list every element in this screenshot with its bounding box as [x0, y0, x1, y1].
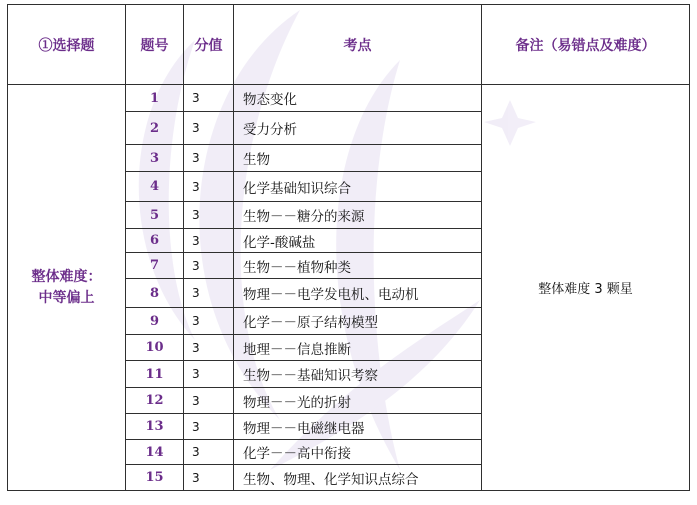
header-section: ①选择题 — [8, 5, 126, 85]
question-number: 3 — [126, 145, 184, 172]
header-note: 备注（易错点及难度） — [482, 5, 690, 85]
difficulty-line1: 整体难度： — [31, 268, 102, 285]
difficulty-cell — [8, 85, 126, 491]
question-score: 3 — [184, 85, 234, 112]
question-topic: 化学－－高中衔接 — [234, 440, 482, 465]
question-number: 13 — [126, 414, 184, 440]
question-number: 10 — [126, 335, 184, 361]
question-score: 3 — [184, 279, 234, 308]
question-topic: 生物、物理、化学知识点综合 — [234, 465, 482, 491]
question-number: 15 — [126, 465, 184, 491]
question-topic: 受力分析 — [234, 112, 482, 145]
question-number: 5 — [126, 202, 184, 229]
question-topic: 地理－－信息推断 — [234, 335, 482, 361]
question-topic: 物理－－电学发电机、电动机 — [234, 279, 482, 308]
question-number: 1 — [126, 85, 184, 112]
header-row — [8, 5, 690, 85]
score-table — [7, 4, 690, 491]
question-topic: 化学基础知识综合 — [234, 172, 482, 202]
note-cell: 整体难度 3 颗星 — [482, 85, 690, 491]
question-score: 3 — [184, 388, 234, 414]
question-topic: 化学-酸碱盐 — [234, 229, 482, 253]
question-score: 3 — [184, 253, 234, 279]
question-number: 7 — [126, 253, 184, 279]
question-topic: 生物－－糖分的来源 — [234, 202, 482, 229]
question-number: 8 — [126, 279, 184, 308]
question-topic: 化学－－原子结构模型 — [234, 308, 482, 335]
question-topic: 物理－－电磁继电器 — [234, 414, 482, 440]
difficulty-line2: 中等偏上 — [38, 289, 95, 306]
question-score: 3 — [184, 335, 234, 361]
question-topic: 生物－－基础知识考察 — [234, 361, 482, 388]
question-number: 4 — [126, 172, 184, 202]
question-topic: 生物－－植物种类 — [234, 253, 482, 279]
header-topic: 考点 — [234, 5, 482, 85]
header-score: 分值 — [184, 5, 234, 85]
question-score: 3 — [184, 308, 234, 335]
table-row — [8, 85, 690, 112]
header-number: 题号 — [126, 5, 184, 85]
question-number: 9 — [126, 308, 184, 335]
question-number: 14 — [126, 440, 184, 465]
question-score: 3 — [184, 202, 234, 229]
question-score: 3 — [184, 440, 234, 465]
question-number: 6 — [126, 229, 184, 253]
question-topic: 物理－－光的折射 — [234, 388, 482, 414]
question-topic: 生物 — [234, 145, 482, 172]
question-number: 2 — [126, 112, 184, 145]
question-score: 3 — [184, 414, 234, 440]
question-topic: 物态变化 — [234, 85, 482, 112]
question-number: 12 — [126, 388, 184, 414]
question-score: 3 — [184, 112, 234, 145]
question-score: 3 — [184, 465, 234, 491]
question-score: 3 — [184, 145, 234, 172]
question-score: 3 — [184, 229, 234, 253]
question-score: 3 — [184, 172, 234, 202]
question-score: 3 — [184, 361, 234, 388]
question-number: 11 — [126, 361, 184, 388]
